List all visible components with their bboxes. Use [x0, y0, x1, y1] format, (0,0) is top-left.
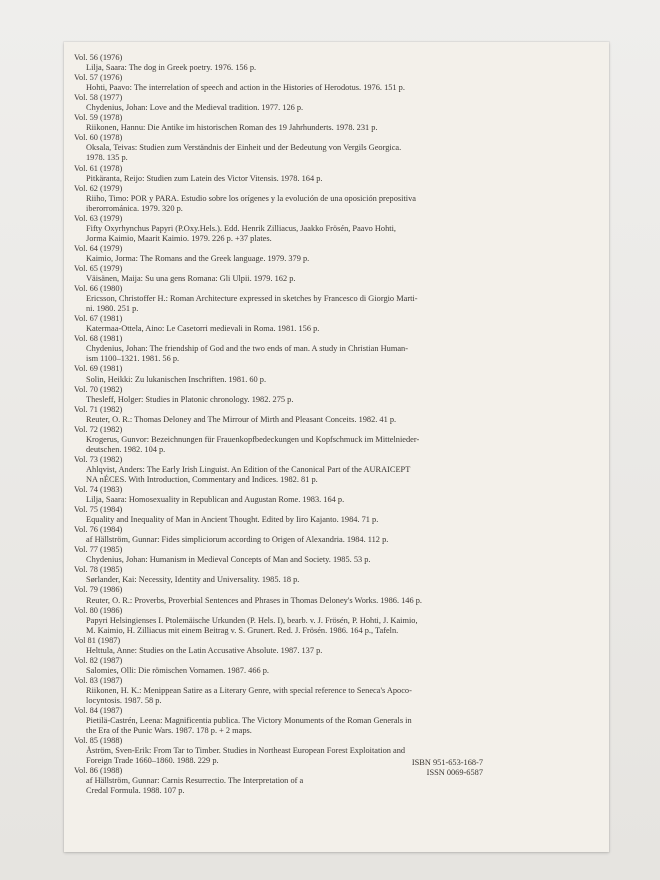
volume-number: Vol. 65 (1979) [74, 263, 123, 273]
volume-number: Vol. 67 (1981) [74, 314, 123, 324]
list-item [74, 73, 514, 93]
list-item [74, 545, 514, 565]
list-item [74, 113, 514, 133]
entry-text-line: Helttula, Anne: Studies on the Latin Accusative Absolute. 1987. 137 p. [86, 645, 323, 655]
entry-text-line: Oksala, Teivas: Studien zum Verständnis der Einheit und der Bedeutung von Vergils Georgica. [86, 143, 402, 153]
entry-text-line: the Era of the Punic Wars. 1987. 178 p. + 2 maps. [86, 726, 252, 736]
entry-text-line: Riiho, Timo: POR y PARA. Estudio sobre los orígenes y la evolución de una oposición prepositiva [86, 193, 416, 203]
list-item [74, 636, 514, 656]
volume-number: Vol. 75 (1984) [74, 505, 123, 515]
entry-text-line: Thesleff, Holger: Studies in Platonic chronology. 1982. 275 p. [86, 394, 294, 404]
entry-text-line: Equality and Inequality of Man in Ancient Thought. Edited by Iiro Kajanto. 1984. 71 p. [86, 515, 379, 525]
list-item [74, 425, 514, 455]
list-item [74, 364, 514, 384]
entry-text-line: Riikonen, Hannu: Die Antike im historischen Roman des 19 Jahrhunderts. 1978. 231 p. [86, 123, 378, 133]
entry-text-line: Pitkäranta, Reijo: Studien zum Latein des Victor Vitensis. 1978. 164 p. [86, 173, 323, 183]
list-item [74, 656, 514, 676]
entry-text-line: NA nÉCES. With Introduction, Commentary and Indices. 1982. 81 p. [86, 474, 318, 484]
entry-text-line: iberorrománica. 1979. 320 p. [86, 203, 183, 213]
entry-text-line: M. Kaimio, H. Zilliacus mit einem Beitrag v. S. Grunert. Red. J. Frösén. 1986. 164 p., Tafeln. [86, 625, 399, 635]
entry-text-line: Solin, Heikki: Zu lukanischen Inschriften. 1981. 60 p. [86, 374, 267, 384]
volume-number: Vol 81 (1987) [74, 635, 121, 645]
list-item [74, 565, 514, 585]
entry-text-line: Reuter, O. R.: Thomas Deloney and The Mirrour of Mirth and Pleasant Conceits. 1982. 41 p. [86, 414, 397, 424]
list-item [74, 405, 514, 425]
entry-text-line: Pietilä-Castrén, Leena: Magnificentia publica. The Victory Monuments of the Roman Generals in [86, 716, 412, 726]
list-item [74, 505, 514, 525]
entry-text-line: Hohti, Paavo: The interrelation of speech and action in the Histories of Herodotus. 1976. 151 p. [86, 83, 405, 93]
publication-list [74, 53, 514, 796]
entry-text-line: Papyri Helsingienses I. Ptolemäische Urkunden (P. Hels. I), bearb. v. J. Frösén, P. Hohti, J. Kaimio, [86, 615, 418, 625]
list-item [74, 314, 514, 334]
entry-text-line: Salomies, Olli: Die römischen Vornamen. 1987. 466 p. [86, 665, 270, 675]
volume-number: Vol. 77 (1985) [74, 545, 123, 555]
entry-text-line: Chydenius, Johan: The friendship of God and the two ends of man. A study in Christian Human- [86, 344, 408, 354]
volume-number: Vol. 85 (1988) [74, 736, 123, 746]
list-item [74, 585, 514, 605]
list-item [74, 214, 514, 244]
volume-number: Vol. 78 (1985) [74, 565, 123, 575]
entry-text-line: ism 1100–1321. 1981. 56 p. [86, 354, 180, 364]
entry-text-line: Sørlander, Kai: Necessity, Identity and Universality. 1985. 18 p. [86, 575, 300, 585]
entry-text-line: ni. 1980. 251 p. [86, 304, 139, 314]
volume-number: Vol. 83 (1987) [74, 675, 123, 685]
volume-number: Vol. 62 (1979) [74, 183, 123, 193]
list-item [74, 606, 514, 636]
list-item [74, 676, 514, 706]
list-item [74, 244, 514, 264]
entry-text-line: Fifty Oxyrhynchus Papyri (P.Oxy.Hels.). Edd. Henrik Zilliacus, Jaakko Frösén, Paavo Hohti, [86, 223, 396, 233]
volume-number: Vol. 71 (1982) [74, 404, 123, 414]
list-item [74, 53, 514, 73]
volume-number: Vol. 56 (1976) [74, 53, 123, 62]
entry-text-line: Chydenius, Johan: Humanism in Medieval Concepts of Man and Society. 1985. 53 p. [86, 555, 371, 565]
volume-number: Vol. 72 (1982) [74, 424, 123, 434]
list-item [74, 164, 514, 184]
list-item [74, 93, 514, 113]
list-item [74, 455, 514, 485]
entry-text-line: Ericsson, Christoffer H.: Roman Architecture expressed in sketches by Francesco di Giorgio Marti- [86, 294, 418, 304]
entry-text-line: Reuter, O. R.: Proverbs, Proverbial Sentences and Phrases in Thomas Deloney's Works. 1986. 146 p. [86, 595, 422, 605]
volume-number: Vol. 73 (1982) [74, 454, 123, 464]
list-item [74, 385, 514, 405]
list-item [74, 284, 514, 314]
list-item [74, 706, 514, 736]
entry-text-line: Katermaa-Ottela, Aino: Le Casetorri medievali in Roma. 1981. 156 p. [86, 324, 320, 334]
list-item [74, 334, 514, 364]
list-item [74, 184, 514, 214]
isbn-number: ISBN 951-653-168-7 [411, 758, 483, 767]
entry-text-line: Jorma Kaimio, Maarit Kaimio. 1979. 226 p. +37 plates. [86, 233, 272, 243]
entry-text-line: Riikonen, H. K.: Menippean Satire as a Literary Genre, with special reference to Seneca's Apoco- [86, 685, 412, 695]
list-item [74, 264, 514, 284]
entry-text-line: Krogerus, Gunvor: Bezeichnungen für Frauenkopfbedeckungen und Kopfschmuck im Mittelnieder- [86, 434, 420, 444]
volume-number: Vol. 60 (1978) [74, 133, 123, 143]
entry-text-line: Ahlqvist, Anders: The Early Irish Linguist. An Edition of the Canonical Part of the AURAICEPT [86, 464, 411, 474]
list-item [74, 485, 514, 505]
volume-number: Vol. 84 (1987) [74, 706, 123, 716]
entry-text-line: Foreign Trade 1660–1860. 1988. 229 p. [86, 756, 219, 766]
volume-number: Vol. 58 (1977) [74, 93, 123, 103]
volume-number: Vol. 70 (1982) [74, 384, 123, 394]
list-item [74, 525, 514, 545]
issn-number: ISSN 0069-6587 [426, 768, 483, 778]
volume-number: Vol. 69 (1981) [74, 364, 123, 374]
entry-text-line: Väisänen, Maija: Su una gens Romana: Gli Ulpii. 1979. 162 p. [86, 274, 296, 284]
volume-number: Vol. 64 (1979) [74, 243, 123, 253]
volume-number: Vol. 57 (1976) [74, 73, 123, 83]
volume-number: Vol. 86 (1988) [74, 766, 123, 776]
volume-number: Vol. 82 (1987) [74, 655, 123, 665]
entry-text-line: locyntosis. 1987. 58 p. [86, 696, 162, 705]
volume-number: Vol. 74 (1983) [74, 485, 123, 495]
volume-number: Vol. 68 (1981) [74, 334, 123, 344]
entry-text-line: af Hällström, Gunnar: Fides simpliciorum according to Origen of Alexandria. 1984. 112 p. [86, 535, 389, 545]
identifier-block [380, 758, 483, 778]
entry-text-line: Chydenius, Johan: Love and the Medieval tradition. 1977. 126 p. [86, 103, 304, 113]
volume-number: Vol. 80 (1986) [74, 605, 123, 615]
volume-number: Vol. 61 (1978) [74, 163, 123, 173]
volume-number: Vol. 79 (1986) [74, 585, 123, 595]
volume-number: Vol. 59 (1978) [74, 113, 123, 123]
entry-text-line: deutschen. 1982. 104 p. [86, 444, 166, 454]
entry-text-line: 1978. 135 p. [86, 153, 128, 163]
entry-text-line: Lilja, Saara: Homosexuality in Republican and Augustan Rome. 1983. 164 p. [86, 495, 345, 505]
list-item [74, 133, 514, 163]
entry-text-line: Åström, Sven-Erik: From Tar to Timber. Studies in Northeast European Forest Exploitation and [86, 746, 406, 756]
entry-text-line: Lilja, Saara: The dog in Greek poetry. 1976. 156 p. [86, 63, 257, 73]
entry-text-line: Kaimio, Jorma: The Romans and the Greek language. 1979. 379 p. [86, 253, 310, 263]
volume-number: Vol. 66 (1980) [74, 284, 123, 294]
entry-text-line: Credal Formula. 1988. 107 p. [86, 786, 185, 796]
entry-text-line: af Hällström, Gunnar: Carnis Resurrectio. The Interpretation of a [86, 776, 304, 786]
volume-number: Vol. 63 (1979) [74, 213, 123, 223]
volume-number: Vol. 76 (1984) [74, 525, 123, 535]
